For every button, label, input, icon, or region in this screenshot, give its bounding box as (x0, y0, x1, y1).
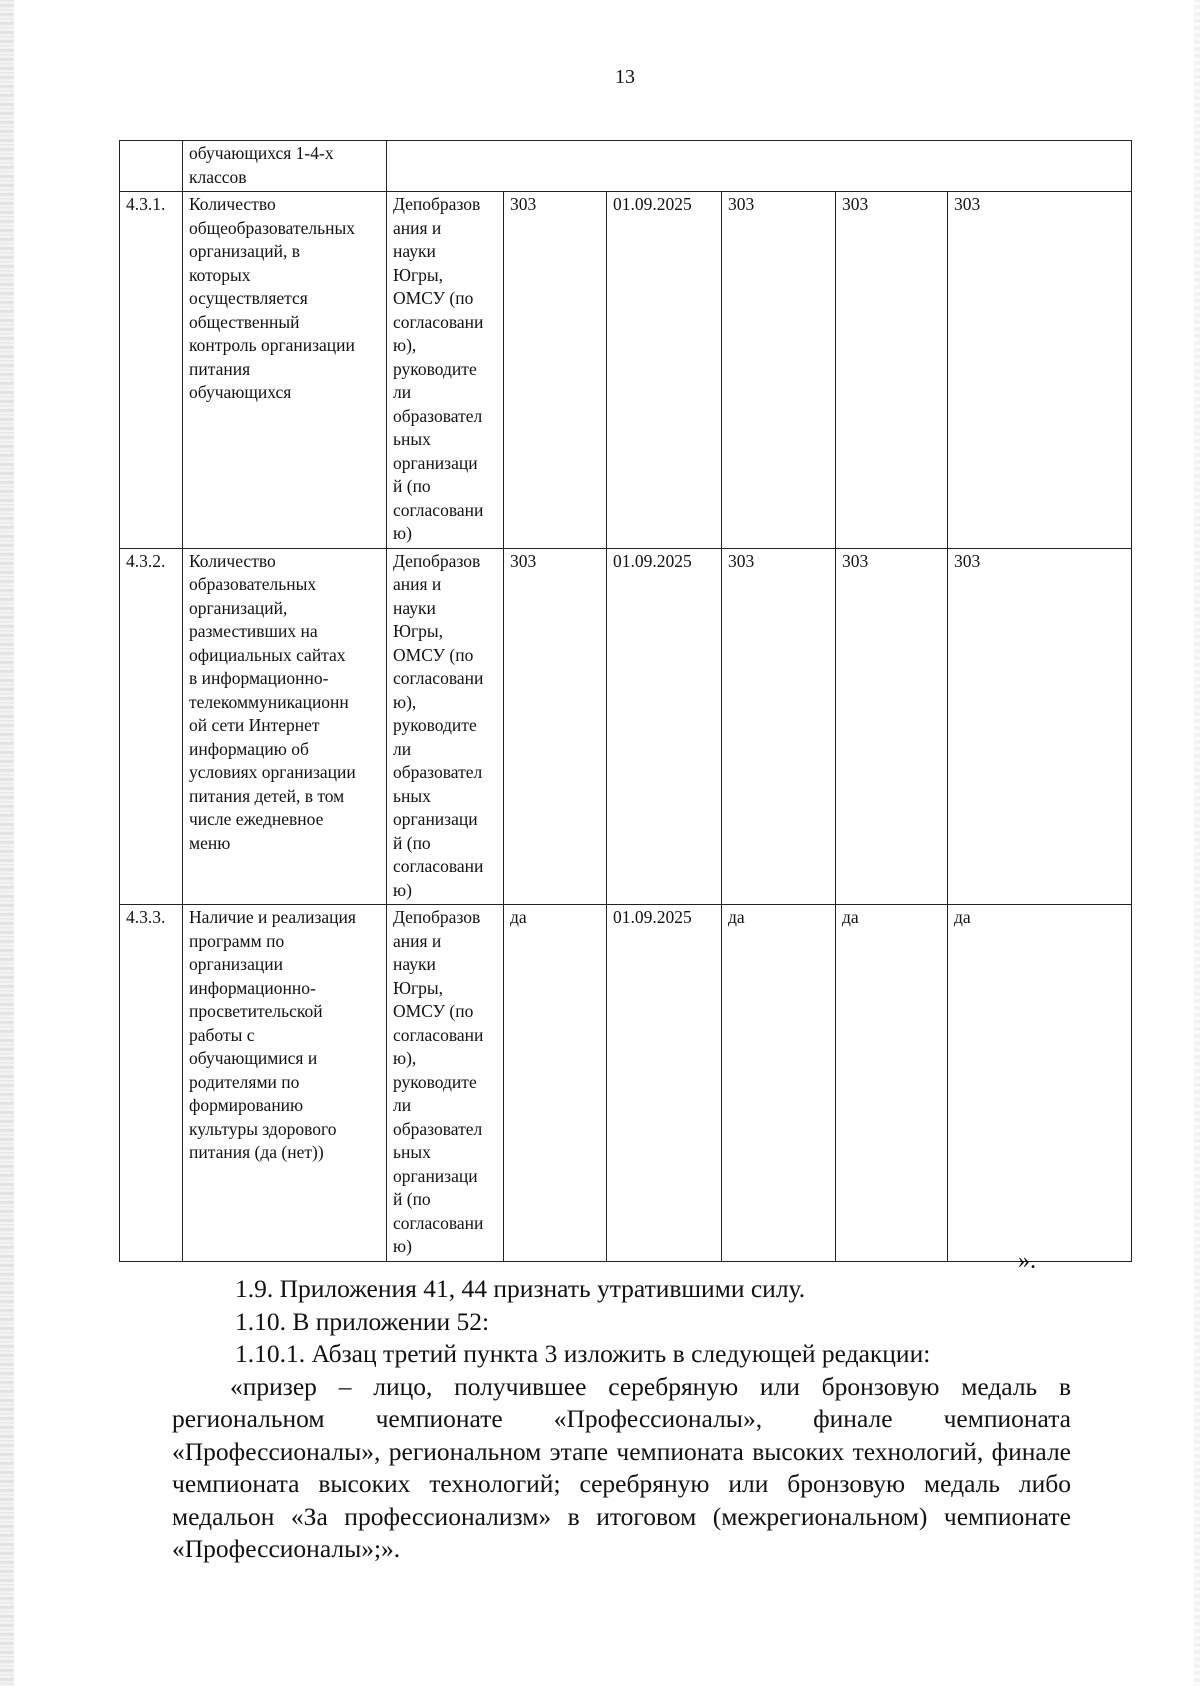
scan-right-edge (1194, 0, 1200, 1686)
row-base-value: 303 (504, 192, 607, 549)
row-value-1: 303 (722, 192, 836, 549)
row-description: Количество образовательных организаций, разместивших на официальных сайтах в информационно- телекоммуникационн ой сети Интернет информацию об условиях организации питания детей, в том числе ежедневное меню (183, 548, 387, 905)
row-description: Количество общеобразовательных организаций, в которых осуществляется общественный контроль организации питания обучающихся (183, 192, 387, 549)
row-value-3: да (948, 905, 1132, 1262)
page-number: 13 (615, 66, 635, 88)
indicators-table (119, 140, 1132, 1262)
row-responsible: Депобразов ания и науки Югры, ОМСУ (по согласовани ю), руководите ли образовател ьных организаци й (по согласовани ю) (387, 905, 504, 1262)
continuation-empty-cell (387, 141, 1132, 192)
row-description: Наличие и реализация программ по организации информационно- просветительской работы с обучающимися и родителями по формированию культуры здорового питания (да (нет)) (183, 905, 387, 1262)
closing-quote: ». (1018, 1248, 1036, 1274)
row-value-3: 303 (948, 192, 1132, 549)
row-value-1: 303 (722, 548, 836, 905)
table-row (120, 192, 1132, 549)
row-responsible: Депобразов ания и науки Югры, ОМСУ (по согласовани ю), руководите ли образовател ьных организаци й (по согласовани ю) (387, 548, 504, 905)
row-date: 01.09.2025 (607, 192, 722, 549)
amendment-text (172, 1273, 1071, 1566)
paragraph-1-10: 1.10. В приложении 52: (235, 1306, 490, 1336)
row-number: 4.3.3. (120, 905, 183, 1262)
row-responsible: Депобразов ания и науки Югры, ОМСУ (по согласовани ю), руководите ли образовател ьных организаци й (по согласовани ю) (387, 192, 504, 549)
table-row (120, 548, 1132, 905)
table-row-continuation (120, 141, 1132, 192)
continuation-num-cell (120, 141, 183, 192)
row-base-value: 303 (504, 548, 607, 905)
row-date: 01.09.2025 (607, 548, 722, 905)
table-row (120, 905, 1132, 1262)
row-value-2: 303 (836, 192, 948, 549)
paragraph-1-10-1: 1.10.1. Абзац третий пункта 3 изложить в следующей редакции: (235, 1339, 931, 1368)
row-number: 4.3.1. (120, 192, 183, 549)
row-base-value: да (504, 905, 607, 1262)
row-value-2: 303 (836, 548, 948, 905)
row-number: 4.3.2. (120, 548, 183, 905)
continuation-description: обучающихся 1-4-х классов (183, 141, 387, 192)
row-date: 01.09.2025 (607, 905, 722, 1262)
row-value-1: да (722, 905, 836, 1262)
scan-left-edge (0, 0, 14, 1686)
row-value-2: да (836, 905, 948, 1262)
row-value-3: 303 (948, 548, 1132, 905)
paragraph-1-9: 1.9. Приложения 41, 44 признать утратившими силу. (235, 1274, 806, 1303)
paragraph-quoted-definition: «призер – лицо, получившее серебряную или бронзовую медаль в региональном чемпионате «Профессионалы», финале чемпионата «Профессионалы», региональном этапе чемпионата высоких технологий, финале чемпионата высоких технологий; серебряную или бронзовую медаль либо медальон «За профессионализм» в итоговом (межрегиональном) чемпионате «Профессионалы»;». (172, 1371, 1071, 1563)
